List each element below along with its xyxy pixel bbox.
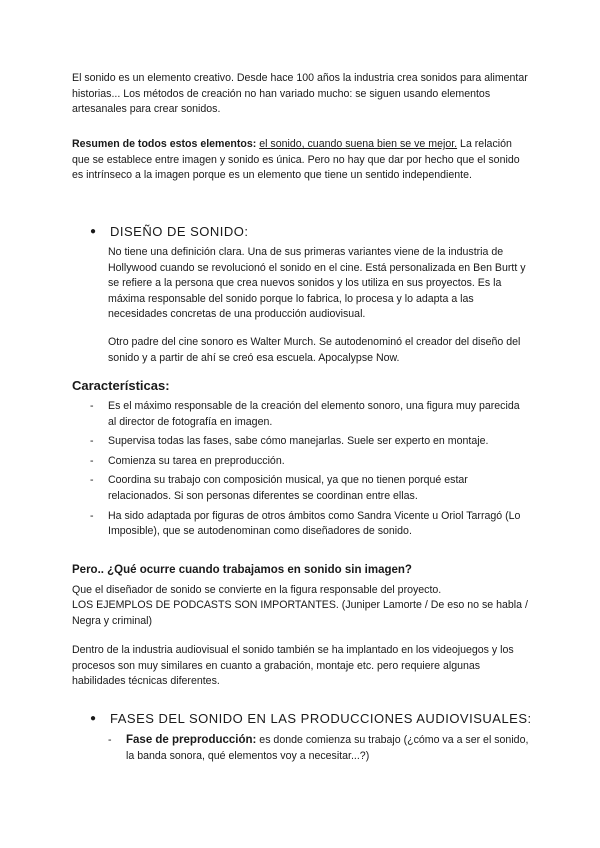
phase-text: es donde comienza su trabajo (¿cómo va a ser el sonido, la banda sonora, qué elementos voy a necesitar...?) <box>126 734 529 762</box>
list-item: - Supervisa todas las fases, sabe cómo manejarlas. Suele ser experto en montaje. <box>90 435 489 448</box>
list-item: - Ha sido adaptada por figuras de otros ámbitos como Sandra Vicente u Oriol Tarragó (Lo Imposible), que se autodenominan como diseñadores de sonido. <box>90 509 521 538</box>
characteristics-heading: Características: <box>72 378 170 393</box>
no-image-paragraph: Dentro de la industria audiovisual el sonido también se ha implantado en los videojuegos y los procesos son muy similares en cuanto a grabación, montaje etc. pero requiere algunas habilidades técnicas diferentes. <box>72 644 514 688</box>
phase-item: - Fase de preproducción: es donde comienza su trabajo (¿cómo va a ser el sonido, la banda sonora, qué elementos voy a necesitar...?) <box>108 734 529 762</box>
phase-label: Fase de preproducción: <box>126 734 257 746</box>
no-image-line-2: LOS EJEMPLOS DE PODCASTS SON IMPORTANTES. (Juniper Lamorte / De eso no se habla / Negra y criminal) <box>72 599 528 627</box>
no-image-heading: Pero.. ¿Qué ocurre cuando trabajamos en sonido sin imagen? <box>72 564 412 576</box>
list-item: - Es el máximo responsable de la creación del elemento sonoro, una figura muy parecida al director de fotografía en imagen. <box>90 400 520 428</box>
summary-label: Resumen de todos estos elementos: <box>72 138 257 150</box>
document-page: El sonido es un elemento creativo. Desde hace 100 años la industria crea sonidos para alimentar historias... Los métodos de creación no han variado mucho: se siguen usando elementos artesanales para crear sonidos. Resumen de todos estos elementos: el sonido, cuando suena bien se ve mejor. La relación que se establece entre imagen y sonido es única. Pero no hay que dar por hecho que el sonido es intrínseco a la imagen porque es un elemento que tiene un sentido independiente. ● DISEÑO DE SONIDO: No tiene una definición clara. Una de sus primeras variantes viene de la industria de Hollywood cuando se revolucionó el sonido en el cine. Está personalizada en Ben Burtt y se refiere a la persona que crea nuevos sonidos y los utiliza en sus proyectos. Es la máxima responsable del sonido porque lo fabrica, lo procesa y lo adapta a las necesidades concretas de una producción audiovisual. Otro padre del cine sonoro es Walter Murch. Se autodenominó el creador del diseño del sonido y a partir de ahí se creó esa escuela. Apocalypse Now. Características: - Es el máximo responsable de la creación del elemento sonoro, una figura muy parecida al director de fotografía en imagen. - Supervisa todas las fases, sabe cómo manejarlas. Suele ser experto en montaje. - Comienza su tarea en preproducción. - Coordina su trabajo con composición musical, ya que no tienen porqué estar relacionados. Si son personas diferentes se coordinan entre ellas. - Ha sido adaptada por figuras de otros ámbitos como Sandra Vicente u Oriol Tarragó (Lo Imposible), que se autodenominan como diseñadores de sonido. Pero.. ¿Qué ocurre cuando trabajamos en sonido sin imagen? Que el diseñador de sonido se convierte en la figura responsable del proyecto. LOS EJEMPLOS DE PODCASTS SON IMPORTANTES. (Juniper Lamorte / De eso no se habla / Negra y criminal) Dentro de la industria audiovisual el sonido también se ha implantado en los videojuegos y los procesos son muy similares en cuanto a grabación, montaje etc. pero requiere algunas habilidades técnicas diferentes. ● FASES DEL SONIDO EN LAS PRODUCCIONES AUDIOVISUALES: - Fase de preproducción: es donde comienza su trabajo (¿cómo va a ser el sonido, la banda sonora, qué elementos voy a necesitar...?) <box>0 0 600 848</box>
characteristics-list <box>90 399 530 544</box>
summary-underlined: el sonido, cuando suena bien se ve mejor. <box>259 138 458 150</box>
design-paragraph-1: No tiene una definición clara. Una de sus primeras variantes viene de la industria de Hollywood cuando se revolucionó el sonido en el cine. Está personalizada en Ben Burtt y se refiere a la persona que crea nuevos sonidos y los utiliza en sus proyectos. Es la máxima responsable del sonido porque lo fabrica, lo procesa y lo adapta a las necesidades concretas de una producción audiovisual. <box>108 246 526 321</box>
list-item: - Comienza su tarea en preproducción. <box>90 454 285 467</box>
intro-paragraph: El sonido es un elemento creativo. Desde hace 100 años la industria crea sonidos para alimentar historias... Los métodos de creación no han variado mucho: se siguen usando elementos artesanales para crear sonidos. <box>72 72 528 116</box>
summary-rest: La relación que se establece entre imagen y sonido es única. Pero no hay que dar por hecho que el sonido es intrínseco a la imagen porque es un elemento que tiene un sentido independiente. <box>72 138 520 182</box>
bullet-icon: ● <box>90 713 97 724</box>
design-paragraph-2: Otro padre del cine sonoro es Walter Murch. Se autodenominó el creador del diseño del sonido y a partir de ahí se creó esa escuela. Apocalypse Now. <box>108 336 521 364</box>
list-item: - Coordina su trabajo con composición musical, ya que no tienen porqué estar relacionados. Si son personas diferentes se coordinan entre ellas. <box>90 474 468 502</box>
summary-paragraph <box>72 137 528 184</box>
no-image-line-1: Que el diseñador de sonido se convierte en la figura responsable del proyecto. <box>72 584 442 596</box>
bullet-icon: ● <box>90 226 97 237</box>
